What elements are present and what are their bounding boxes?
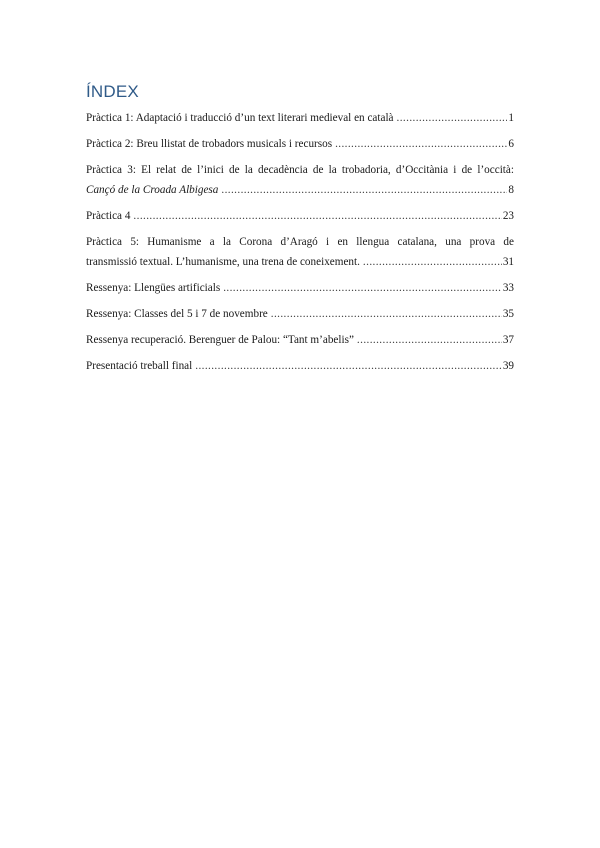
toc-page-number: 37 — [502, 334, 514, 346]
toc-page-number: 6 — [508, 138, 514, 150]
toc-entry-practica-5[interactable] — [86, 232, 514, 272]
index-title: ÍNDEX — [86, 82, 139, 101]
toc-entry-practica-4[interactable] — [86, 206, 514, 226]
toc-entry-presentacio[interactable] — [86, 356, 514, 376]
toc-entry-text-line: Pràctica 3: El relat de l’inici de la decadència de la trobadoria, d’Occitània i de l’occità: — [86, 164, 514, 176]
toc-entry-line — [86, 252, 514, 272]
toc-entry-text: transmissió textual. L’humanisme, una trena de coneixement. — [86, 256, 360, 268]
toc-entry-ressenya-recuperacio[interactable] — [86, 330, 514, 350]
dot-leader — [221, 180, 507, 200]
dot-leader — [133, 206, 501, 226]
toc-entry-text: Pràctica 4 — [86, 210, 131, 222]
toc-entry-line — [86, 278, 514, 298]
toc-entry-text: Presentació treball final — [86, 360, 193, 372]
toc-entry-line — [86, 180, 514, 200]
toc-page-number: 39 — [502, 360, 514, 372]
toc-entry-line — [86, 134, 514, 154]
toc-entry-text: Ressenya recuperació. Berenguer de Palou: “Tant m’abelis” — [86, 334, 354, 346]
toc-entry-line — [86, 304, 514, 324]
toc-entry-line — [86, 330, 514, 350]
toc-entry-line — [86, 206, 514, 226]
toc-entry-text-line: Pràctica 5: Humanisme a la Corona d’Aragó i en llengua catalana, una prova de — [86, 236, 514, 248]
toc-entry-text: Pràctica 1: Adaptació i traducció d’un text literari medieval en català — [86, 112, 394, 124]
dot-leader — [335, 134, 507, 154]
dot-leader — [397, 108, 508, 128]
toc-page-number: 8 — [508, 184, 514, 196]
dot-leader — [357, 330, 502, 350]
toc-entry-ressenya-llengues[interactable] — [86, 278, 514, 298]
toc-entry-line — [86, 356, 514, 376]
toc-page-number: 31 — [502, 256, 514, 268]
toc-entry-text: Ressenya: Llengües artificials — [86, 282, 221, 294]
toc-entry-text: Cançó de la Croada Albigesa — [86, 184, 219, 196]
toc-entry-practica-3[interactable] — [86, 160, 514, 200]
dot-leader — [223, 278, 502, 298]
toc-entry-practica-2[interactable] — [86, 134, 514, 154]
toc-page-number: 1 — [508, 112, 514, 124]
table-of-contents — [86, 108, 514, 382]
toc-page-number: 35 — [502, 308, 514, 320]
dot-leader — [363, 252, 502, 272]
toc-page-number: 33 — [502, 282, 514, 294]
toc-entry-ressenya-classes[interactable] — [86, 304, 514, 324]
dot-leader — [195, 356, 502, 376]
toc-page-number: 23 — [502, 210, 514, 222]
toc-entry-text: Pràctica 2: Breu llistat de trobadors musicals i recursos — [86, 138, 333, 150]
toc-entry-practica-1[interactable] — [86, 108, 514, 128]
toc-entry-line — [86, 108, 514, 128]
dot-leader — [271, 304, 502, 324]
toc-entry-text: Ressenya: Classes del 5 i 7 de novembre — [86, 308, 268, 320]
